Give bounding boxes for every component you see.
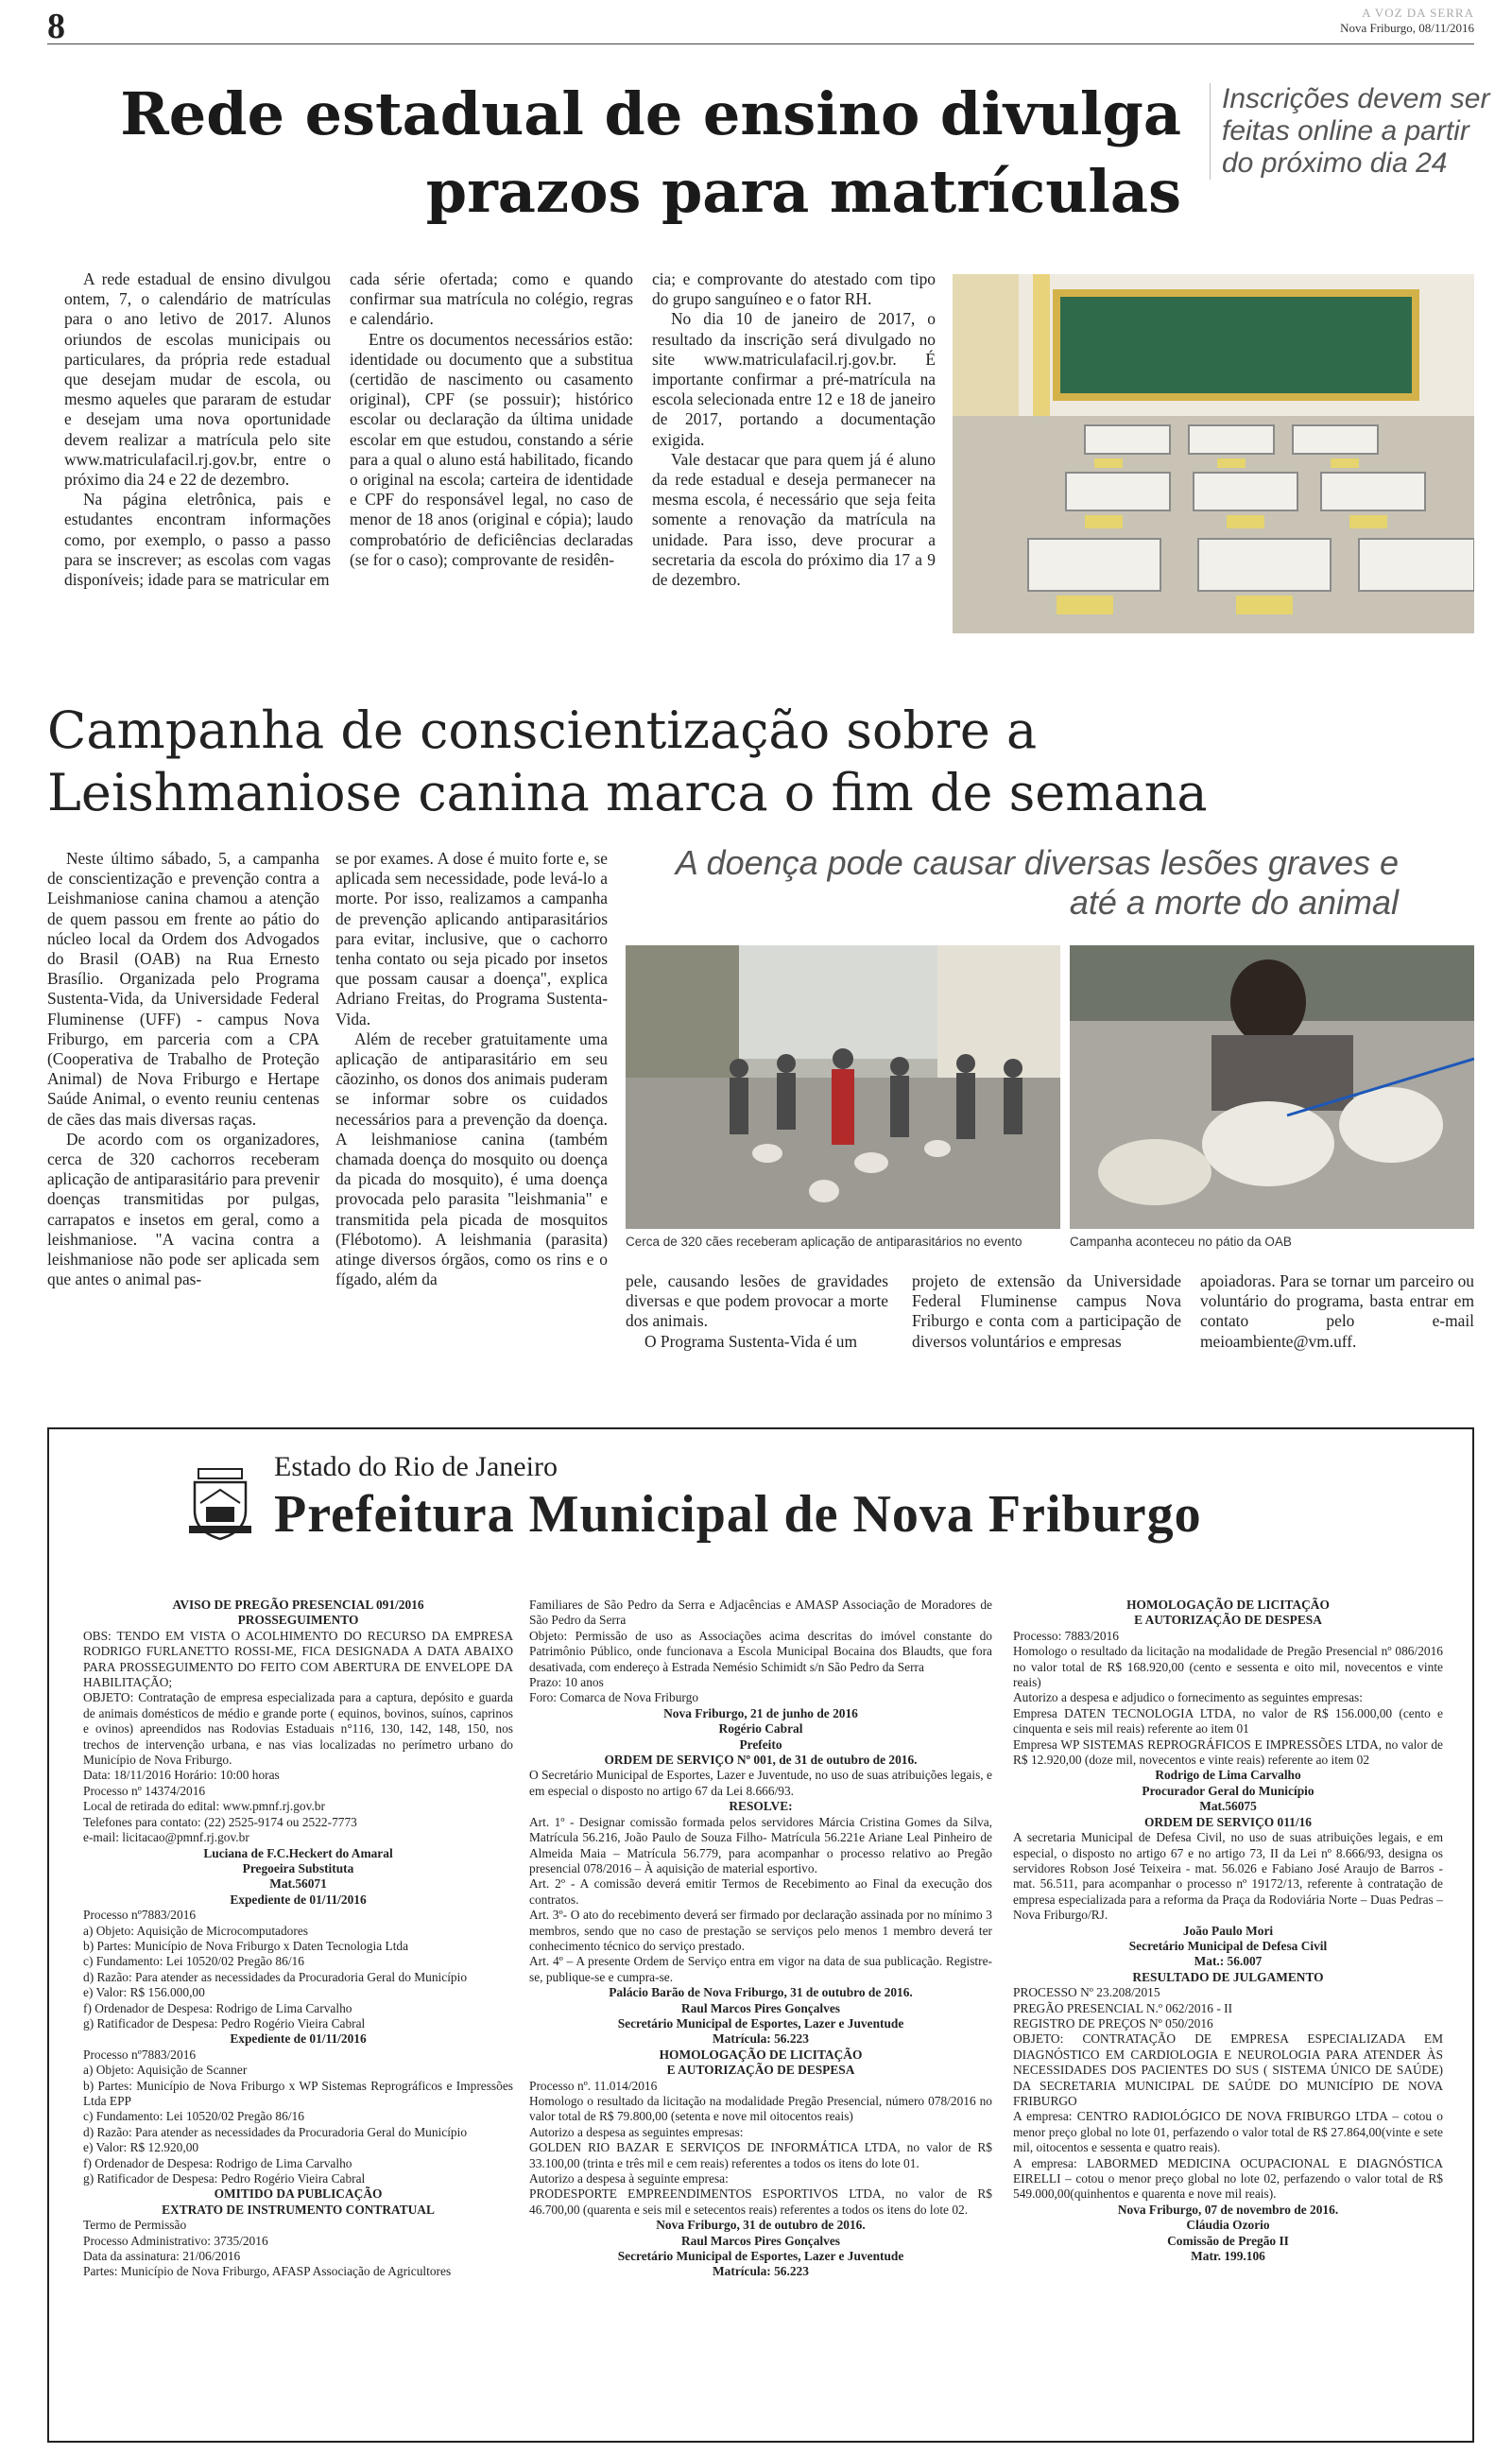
paragraph: Neste último sábado, 5, a campanha de conscientização e prevenção contra a Leishmaniose canina chamou a atenção de quem passou em frente ao pátio do núcleo local da Ordem dos Advogados do Brasil (OAB) na Rua Ernesto Brasílio. Organizada pelo Programa Sustenta-Vida, da Universidade Federal Fluminense (UFF) - campus Nova Friburgo, em parceria com a CPA (Cooperativa de Trabalho de Proteção Animal) de Nova Friburgo e Hertape Saúde Animal, o evento reuniu centenas de cães das mais diversas raças. (47, 849, 319, 1129)
article1-column-1 (64, 269, 331, 590)
notice-heading: PROSSEGUIMENTO (237, 1613, 359, 1628)
article2-column-2 (335, 849, 608, 1289)
notice-line: Homologo o resultado da licitação na modalidade de Pregão Presencial nº 086/2016 no valor total de R$ 168.920,00 (cento e sessenta e oito mil, novecentos e vinte reais) (1013, 1644, 1443, 1690)
paragraph: Vale destacar que para quem já é aluno da rede estadual e deseja permanecer na mesma escola, é necessário que seja feita somente a renovação da matrícula na unidade. Para isso, deve procurar a secretaria da escola do próximo dia 17 a 9 de dezembro. (652, 449, 936, 590)
notice-heading: Secretário Municipal de Defesa Civil (1128, 1938, 1328, 1953)
notice-line: d) Razão: Para atender as necessidades da Procuradoria Geral do Município (83, 2124, 468, 2139)
notice-line: b) Partes: Município de Nova Friburgo x WP Sistemas Reprográficos e Impressões Ltda EPP (83, 2078, 513, 2108)
notice-line: Processo nº 14374/2016 (83, 1783, 206, 1798)
notice-heading: Secretário Municipal de Esportes, Lazer e Juventude (617, 2015, 904, 2031)
article2-column-5 (1200, 1271, 1474, 1352)
article2-column-3 (626, 1271, 888, 1352)
newspaper-name: A VOZ DA SERRA (1362, 6, 1474, 20)
notice-line: a) Objeto: Aquisição de Microcomputadores (83, 1923, 308, 1938)
notice-line: Empresa DATEN TECNOLOGIA LTDA, no valor de R$ 156.000,00 (cento e cinquenta e seis mil reais) referente ao item 01 (1013, 1705, 1443, 1737)
notice-line: Termo de Permissão (83, 2218, 187, 2233)
article2-headline: Campanha de conscientização sobre a Leishmaniose canina marca o fim de semana (47, 700, 1208, 822)
notice-heading: Matr. 199.106 (1191, 2249, 1265, 2264)
notice-line: Art. 3º- O ato do recebimento deverá ser firmado por declaração assinada por no mínimo 3 membros, sendo que no caso de prestação se serviços pelo menos 1 membro deverá ter conhecimento técnico do serviço prestado. (529, 1908, 992, 1953)
ad-state-name: Estado do Rio de Janeiro (274, 1451, 558, 1482)
notice-line: Autorizo a despesa as seguintes empresas: (529, 2124, 744, 2139)
notice-line: Processo Administrativo: 3735/2016 (83, 2233, 268, 2248)
notice-heading: OMITIDO DA PUBLICAÇÃO (214, 2186, 383, 2202)
paragraph: O Programa Sustenta-Vida é um (644, 1331, 857, 1351)
paragraph: No dia 10 de janeiro de 2017, o resultado da inscrição será divulgado no site www.matriculafacil.rj.gov.br. É importante confirmar a pré-matrícula na escola selecionada entre 12 e 18 de janeiro de 2017, portando a documentação exigida. (652, 309, 936, 449)
notice-line: Processo nº. 11.014/2016 (529, 2078, 658, 2093)
notice-line: c) Fundamento: Lei 10520/02 Pregão 86/16 (83, 2109, 304, 2124)
notice-column-2 (529, 1598, 992, 2280)
notice-line: Empresa WP SISTEMAS REPROGRÁFICOS E IMPRESSÕES LTDA, no valor de R$ 12.920,00 (doze mil, novecentos e vinte reais) referente ao item 02 (1013, 1737, 1443, 1768)
paragraph: se por exames. A dose é muito forte e, se aplicada sem necessidade, pode levá-lo a morte. Por isso, realizamos a campanha de prevenção aplicando antiparasitários para evitar, inclusive, que o cachorro tenha contato ou seja picado por insetos que possam causar a doença", explica Adriano Freitas, do Programa Sustenta-Vida. (335, 849, 608, 1028)
article1-column-2 (350, 269, 633, 570)
notice-heading: Expediente de 01/11/2016 (230, 2031, 367, 2047)
notice-heading: HOMOLOGAÇÃO DE LICITAÇÃO (659, 2047, 863, 2062)
notice-line: PROCESSO Nº 23.208/2015 (1013, 1985, 1160, 2000)
ad-title: Prefeitura Municipal de Nova Friburgo (274, 1485, 1202, 1544)
notice-heading: Mat.56071 (269, 1876, 327, 1892)
notice-heading: Procurador Geral do Município (1142, 1783, 1314, 1798)
notice-line: Telefones para contato: (22) 2525-9174 ou 2522-7773 (83, 1814, 357, 1829)
notice-line: b) Partes: Município de Nova Friburgo x Daten Tecnologia Ltda (83, 1938, 409, 1953)
notice-heading: Raul Marcos Pires Gonçalves (681, 2000, 840, 2015)
notice-line: Autorizo a despesa à seguinte empresa: (529, 2171, 729, 2186)
notice-line: a) Objeto: Aquisição de Scanner (83, 2063, 248, 2078)
notice-line: e-mail: licitacao@pmnf.rj.gov.br (83, 1830, 249, 1845)
notice-heading: Secretário Municipal de Esportes, Lazer e Juventude (617, 2249, 904, 2264)
notice-heading: Comissão de Pregão II (1167, 2233, 1289, 2248)
notice-line: OBS: TENDO EM VISTA O ACOLHIMENTO DO RECURSO DA EMPRESA RODRIGO FURLANETTO ROSSI-ME, FICA DESIGNADA A DATA ABAIXO PARA PROSSEGUIMENTO DO FEITO COM ABERTURA DE ENVELOPE DA HABILITAÇÃO; (83, 1628, 513, 1690)
notice-line: Art. 4º – A presente Ordem de Serviço entra em vigor na data de sua publicação. Registre-se, publique-se e cumpra-se. (529, 1954, 992, 1984)
notice-line: OBJETO: Contratação de empresa especializada para a captura, depósito e guarda de animais domésticos de médio e grande porte ( equinos, bovinos, suínos, caprinos e ovinos) apreendidos nas Rodovias Estaduais n°116, 130, 142, 148, 150, nos trechos de intervenção urbana, e nas vias localizadas no perímetro urbano do Município de Nova Friburgo. (83, 1690, 513, 1768)
notice-heading: ORDEM DE SERVIÇO Nº 001, de 31 de outubro de 2016. (604, 1753, 918, 1768)
notice-heading: Mat.56075 (1199, 1799, 1257, 1814)
notice-line: e) Valor: R$ 12.920,00 (83, 2140, 199, 2155)
page-header (1340, 6, 1474, 36)
paragraph: Entre os documentos necessários estão: identidade ou documento que a substitua (certidão de nascimento ou casamento original), CPF (se possuir); histórico escolar ou declaração da última unidade escolar em que estudou, constando a série para a qual o aluno está habilitado, ficando o original na escola; carteira de identidade e CPF do responsável legal, no caso de menor de 18 anos (original e cópia); laudo comprobatório de deficiências declaradas (se for o caso); comprovante de residên- (350, 329, 633, 569)
notice-line: A secretaria Municipal de Defesa Civil, no uso de suas atribuições legais, e em especial, o disposto no artigo 67 e no artigo 73, II da Lei nº 8.666/93, designa os servidores Robson José Teixeira - mat. 56.026 e Fabiano José Araujo de Barros - mat. 56.511, para acompanhar o processo nº 19172/13, referente à contratação de empresa especializada para a reforma da Praça da Rodoviária Norte – Duas Pedras – Nova Friburgo/RJ. (1013, 1830, 1443, 1923)
paragraph: De acordo com os organizadores, cerca de 320 cachorros receberam aplicação de antiparasitário para prevenir doenças transmitidas por pulgas, carrapatos e insetos em geral, como a leishmaniose. "A vacina contra a leishmaniose não pode ser aplicada sem que antes o animal pas- (47, 1129, 319, 1289)
notice-line: A empresa: CENTRO RADIOLÓGICO DE NOVA FRIBURGO LTDA – cotou o menor preço global no lote 01, perfazendo o valor total de R$ 27.864,00(vinte e sete mil, oitocentos e sessenta e quatro reais). (1013, 2109, 1443, 2155)
notice-heading: ORDEM DE SERVIÇO 011/16 (1144, 1814, 1312, 1829)
article1-column-3 (652, 269, 936, 590)
notice-heading: Rodrigo de Lima Carvalho (1155, 1768, 1301, 1783)
notice-line: f) Ordenador de Despesa: Rodrigo de Lima Carvalho (83, 2000, 352, 2015)
notice-line: OBJETO: CONTRATAÇÃO DE EMPRESA ESPECIALIZADA EM DIAGNÓSTICO EM CARDIOLOGIA E NEUROLOGIA PARA ATENDER ÀS NECESSIDADES DOS PACIENTES DO SUS ( SISTEMA ÚNICO DE SAÚDE) DA SECRETARIA MUNICIPAL DE SAÚDE DO MUNICÍPIO DE NOVA FRIBURGO (1013, 2031, 1443, 2108)
notice-heading: Matrícula: 56.223 (713, 2264, 809, 2279)
article2-column-1 (47, 849, 319, 1289)
notice-heading: Nova Friburgo, 21 de junho de 2016 (663, 1705, 858, 1720)
coat-of-arms-icon (189, 1465, 251, 1541)
notice-heading: Nova Friburgo, 07 de novembro de 2016. (1117, 2202, 1339, 2217)
notice-heading: João Paulo Mori (1182, 1923, 1274, 1938)
notice-line: GOLDEN RIO BAZAR E SERVIÇOS DE INFORMÁTICA LTDA, no valor de R$ 33.100,00 (trinta e três mil e cem reais) referentes a todos os itens do lote 01. (529, 2140, 992, 2170)
notice-line: g) Ratificador de Despesa: Pedro Rogério Vieira Cabral (83, 2015, 366, 2031)
article1-subheadline: Inscrições devem ser feitas online a partir do próximo dia 24 (1210, 83, 1505, 180)
notice-line: REGISTRO DE PREÇOS Nº 050/2016 (1013, 2015, 1213, 2031)
notice-line: c) Fundamento: Lei 10520/02 Pregão 86/16 (83, 1954, 304, 1969)
notice-line: Familiares de São Pedro da Serra e Adjacências e AMASP Associação de Moradores de São Pedro da Serra (529, 1598, 992, 1628)
notice-heading: Pregoeira Substituta (242, 1860, 354, 1875)
notice-heading: RESULTADO DE JULGAMENTO (1132, 1969, 1324, 1984)
paragraph: A rede estadual de ensino divulgou ontem, 7, o calendário de matrículas para o ano letivo de 2017. Alunos oriundos de escolas municipais ou particulares, da própria rede estadual que desejam mudar de escola, ou mesmo aqueles que pararam de estudar e desejam uma nova oportunidade devem realizar a matrícula pelo site www.matriculafacil.rj.gov.br, entre o próximo dia 24 e 22 de dezembro. (64, 269, 331, 490)
classroom-photo (953, 274, 1474, 633)
paragraph: apoiadoras. Para se tornar um parceiro ou voluntário do programa, basta entrar em contato pelo e-mail meioambiente@vm.uff. (1200, 1271, 1474, 1351)
notice-line: Art. 2º - A comissão deverá emitir Termos de Recebimento ao Final da execução dos contratos. (529, 1876, 992, 1907)
notice-line: Prazo: 10 anos (529, 1675, 604, 1690)
notice-heading: Palácio Barão de Nova Friburgo, 31 de outubro de 2016. (609, 1985, 913, 2000)
notice-line: Processo nº7883/2016 (83, 2047, 197, 2062)
notice-heading: Rogério Cabral (718, 1721, 803, 1737)
notice-heading: RESOLVE: (729, 1799, 793, 1814)
notice-line: O Secretário Municipal de Esportes, Lazer e Juventude, no uso de suas atribuições legais, e em especial o disposto no artigo 67 da Lei 8.666/93. (529, 1768, 992, 1798)
paragraph: cada série ofertada; como e quando confirmar sua matrícula no colégio, regras e calendário. (350, 269, 633, 329)
notice-line: PRODESPORTE EMPREENDIMENTOS ESPORTIVOS LTDA, no valor de R$ 46.700,00 (quarenta e seis mil e setecentos reais) referentes a todos os itens do lote 02. (529, 2186, 992, 2217)
notice-line: Foro: Comarca de Nova Friburgo (529, 1690, 699, 1705)
notice-heading: Expediente de 01/11/2016 (230, 1892, 367, 1907)
notice-line: Objeto: Permissão de uso as Associações acima descritas do imóvel constante do Patrimônio Público, onde funcionava a Escola Municipal Bocaina dos Blaudts, que fora desativada, com endereço à Estrada Nemésio Schimidt s/n São Pedro da Serra (529, 1628, 992, 1674)
dog-treatment-photo (1070, 945, 1474, 1229)
article2-column-4 (912, 1271, 1181, 1352)
page-number: 8 (47, 7, 65, 46)
article2-subheadline: A doença pode causar diversas lesões graves e até a morte do animal (675, 843, 1399, 922)
paragraph: pele, causando lesões de gravidades diversas e que podem provocar a morte dos animais. (626, 1271, 888, 1331)
photo-caption: Cerca de 320 cães receberam aplicação de antiparasitários no evento (626, 1235, 1022, 1249)
notice-line: Autorizo a despesa e adjudico o fornecimento as seguintes empresas: (1013, 1690, 1363, 1705)
notice-line: Data da assinatura: 21/06/2016 (83, 2249, 241, 2264)
paragraph: projeto de extensão da Universidade Federal Fluminense campus Nova Friburgo e conta com a participação de diversos voluntários e empresas (912, 1271, 1181, 1351)
notice-heading: HOMOLOGAÇÃO DE LICITAÇÃO (1126, 1598, 1330, 1612)
notice-heading: Prefeito (739, 1737, 782, 1752)
notice-line: Data: 18/11/2016 Horário: 10:00 horas (83, 1768, 280, 1783)
dogs-crowd-photo (626, 945, 1060, 1229)
notice-line: Art. 1º - Designar comissão formada pelos servidores Márcia Cristina Gomes da Silva, Matrícula 56.216, João Paulo de Souza Filho- Matrícula 56.221e Ariane Leal Pinheiro de Almeida Maia – Matrícula 56.779, para acompanhar o processo relativo ao Pregão presencial 078/2016 – À aquisição de material esportivo. (529, 1814, 992, 1875)
notice-heading: Raul Marcos Pires Gonçalves (681, 2233, 840, 2248)
notice-line: PREGÃO PRESENCIAL N.º 062/2016 - II (1013, 2000, 1233, 2015)
notice-heading: Nova Friburgo, 31 de outubro de 2016. (656, 2218, 866, 2233)
notice-line: A empresa: LABORMED MEDICINA OCUPACIONAL E DIAGNÓSTICA EIRELLI – cotou o menor preço global no lote 02, perfazendo o valor total de R$ 549.000,00(quinhentos e quarenta e nove mil reais). (1013, 2155, 1443, 2202)
article1-headline: Rede estadual de ensino divulga prazos para matrículas (120, 79, 1181, 226)
notice-heading: Matrícula: 56.223 (713, 2031, 809, 2047)
header-rule (47, 43, 1474, 44)
notice-column-3 (1013, 1598, 1443, 2264)
notice-heading: AVISO DE PREGÃO PRESENCIAL 091/2016 (172, 1598, 424, 1612)
notice-line: d) Razão: Para atender as necessidades da Procuradoria Geral do Município (83, 1969, 468, 1984)
paragraph: Além de receber gratuitamente uma aplicação de antiparasitário em seu cãozinho, os donos dos animais puderam se informar sobre os cuidados necessários para a prevenção da doença. A leishmaniose canina (também chamada doença do mosquito ou doença da picada do mosquito), é uma doença provocada pelo parasita "leishmania" e transmitida pela picada de mosquitos (Flébotomo). A leishmania (parasita) atinge diversos órgãos, como os rins e o fígado, além da (335, 1028, 608, 1289)
notice-line: Local de retirada do edital: www.pmnf.rj.gov.br (83, 1799, 325, 1814)
notice-heading: EXTRATO DE INSTRUMENTO CONTRATUAL (162, 2202, 435, 2217)
notice-line: Processo: 7883/2016 (1013, 1628, 1119, 1643)
notice-line: Partes: Município de Nova Friburgo, AFASP Associação de Agricultores (83, 2264, 452, 2279)
notice-heading: E AUTORIZAÇÃO DE DESPESA (1134, 1613, 1322, 1628)
notice-line: f) Ordenador de Despesa: Rodrigo de Lima Carvalho (83, 2155, 352, 2170)
notice-line: g) Ratificador de Despesa: Pedro Rogério Vieira Cabral (83, 2171, 366, 2186)
notice-line: Processo nº7883/2016 (83, 1908, 197, 1923)
notice-heading: Cláudia Ozorio (1186, 2218, 1270, 2233)
notice-line: Homologo o resultado da licitação na modalidade Pregão Presencial, número 078/2016 no valor total de R$ 79.800,00 (setenta e nove mil oitocentos reais) (529, 2094, 992, 2124)
photo-caption: Campanha aconteceu no pátio da OAB (1070, 1235, 1292, 1249)
notice-heading: Mat.: 56.007 (1194, 1954, 1263, 1969)
notice-heading: Luciana de F.C.Heckert do Amaral (203, 1845, 393, 1860)
notice-column-1 (83, 1598, 513, 2280)
paragraph: cia; e comprovante do atestado com tipo do grupo sanguíneo e o fator RH. (652, 269, 936, 309)
issue-date: Nova Friburgo, 08/11/2016 (1340, 21, 1474, 35)
notice-heading: E AUTORIZAÇÃO DE DESPESA (666, 2063, 855, 2078)
paragraph: Na página eletrônica, pais e estudantes encontram informações como, por exemplo, o passo a passo para se inscrever; as escolas com vagas disponíveis; idade para se matricular em (64, 490, 331, 590)
notice-line: e) Valor: R$ 156.000,00 (83, 1985, 205, 2000)
